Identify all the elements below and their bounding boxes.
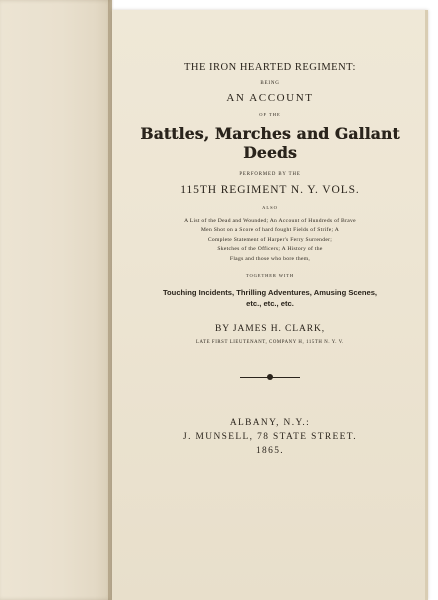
contents-line: Sketches of the Officers; A History of the xyxy=(217,246,323,253)
author-title: LATE FIRST LIEUTENANT, COMPANY H, 115TH N. Y. V. xyxy=(196,340,344,346)
contents-list xyxy=(130,217,410,264)
left-page xyxy=(0,0,112,600)
touching-line: etc., etc., etc. xyxy=(246,298,294,308)
book-title: THE IRON HEARTED REGIMENT: xyxy=(184,62,356,73)
touching-line: Touching Incidents, Thrilling Adventures, Amusing Scenes, xyxy=(162,288,378,298)
battles-heading: Battles, Marches and Gallant Deeds xyxy=(140,124,400,162)
contents-line: Complete Statement of Harper's Ferry Surrender; xyxy=(207,236,333,243)
contents-line: Flags and those who bore them, xyxy=(229,255,311,262)
touching-incidents xyxy=(135,288,405,309)
ornament-divider xyxy=(240,373,300,381)
contents-line: A List of the Dead and Wounded; An Account of Hundreds of Brave xyxy=(184,218,356,224)
regiment-heading: 115TH REGIMENT N. Y. VOLS. xyxy=(180,184,360,196)
together-with-label: TOGETHER WITH xyxy=(245,273,295,279)
performed-by-label: PERFORMED BY THE xyxy=(239,172,301,177)
imprint xyxy=(112,416,428,458)
contents-line: Men Shot on a Score of hard fought Fields of Strife; A xyxy=(200,227,340,234)
also-label: ALSO xyxy=(262,205,278,210)
imprint-year: 1865. xyxy=(255,446,285,457)
title-page-content xyxy=(112,62,428,458)
imprint-place: ALBANY, N.Y.: xyxy=(229,418,311,429)
author-name: BY JAMES H. CLARK, xyxy=(214,324,326,335)
an-account-label: AN ACCOUNT xyxy=(226,92,314,104)
being-label: BEING xyxy=(260,81,280,86)
of-the-label: OF THE xyxy=(259,112,281,117)
ornament-dot xyxy=(267,374,273,380)
imprint-publisher: J. MUNSELL, 78 STATE STREET. xyxy=(183,432,357,443)
title-page xyxy=(112,10,428,600)
